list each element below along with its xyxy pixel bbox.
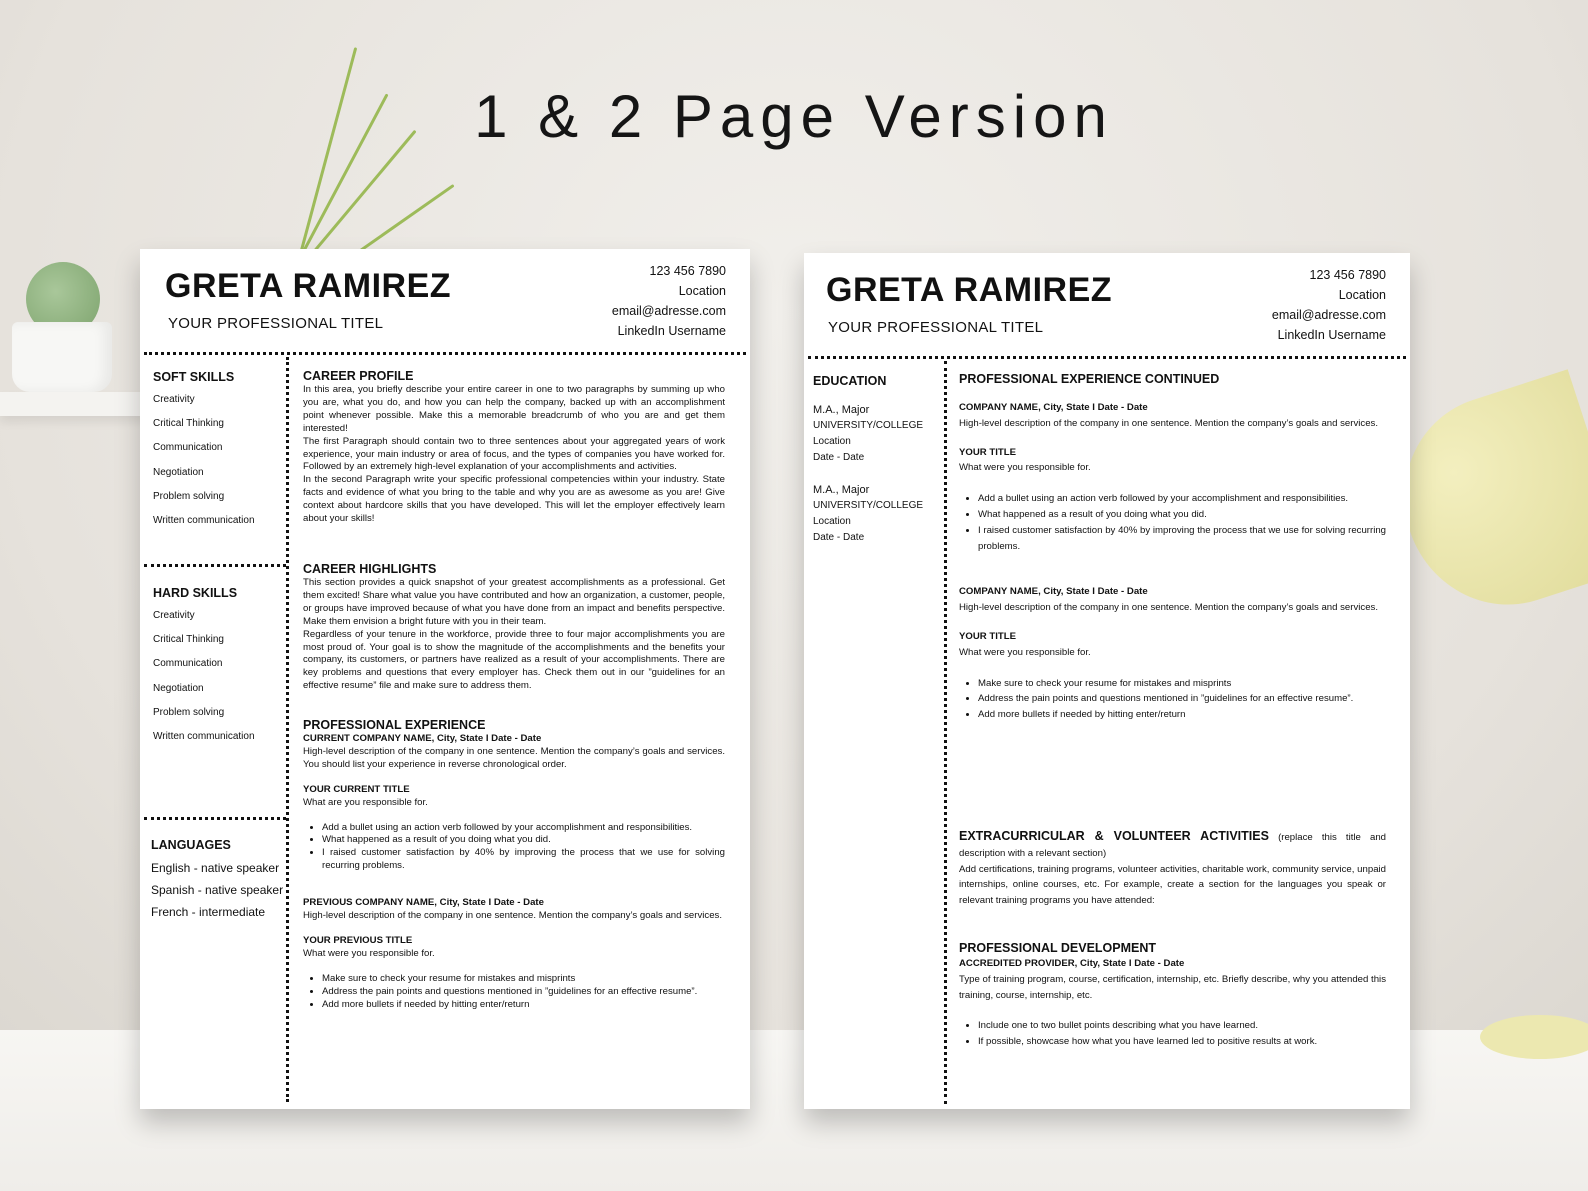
hard-skills-section <box>153 586 283 755</box>
extracurricular-note: (replace this title and description with a relevant section) <box>959 832 1386 859</box>
contact-location: Location <box>1338 288 1386 302</box>
experience-heading: PROFESSIONAL EXPERIENCE <box>303 718 486 732</box>
degree: M.A., Major <box>813 404 870 416</box>
development-description: Type of training program, course, certification, internship, etc. Briefly describe, why you attended this training, course, internship, etc. <box>959 973 1386 1001</box>
hard-skills-heading: HARD SKILLS <box>153 586 238 600</box>
sidebar-divider <box>144 564 286 567</box>
header-divider <box>144 352 746 355</box>
career-profile-paragraph: In this area, you briefly describe your entire career in one to two paragraphs by summing up who you are, what you do, and how you can help the company, backed up with an accomplishment point whenever possible. Make this a memorable breadcrumb of who you are and get them interested! <box>303 384 725 434</box>
development-section <box>959 941 1386 1050</box>
experience-section <box>303 718 725 1012</box>
bullet-item: • What happened as a result of you doing what you did. <box>978 507 1386 523</box>
job-title: YOUR CURRENT TITLE <box>303 783 410 795</box>
bullet-item: • I raised customer satisfaction by 40% by improving the process that we use for solving recurring problems. <box>322 847 725 873</box>
soft-skills-heading: SOFT SKILLS <box>153 370 235 384</box>
responsibility-line: What are you responsible for. <box>303 796 428 808</box>
bullet-list <box>959 491 1386 554</box>
skill-item: Communication <box>153 658 223 670</box>
skill-item: Written communication <box>153 730 255 742</box>
bullet-list <box>959 1018 1386 1050</box>
career-highlights-section <box>303 562 725 693</box>
bullet-list <box>959 676 1386 723</box>
career-profile-section <box>303 369 725 526</box>
career-highlights-paragraph: This section provides a quick snapshot of your greatest accomplishments as a professional. Get them excited! Share what value you have contributed and how an organization, a customer, people, or groups have improved because of what you have done from an impact and benefits perspective. Make them envision a bright future with you in their team. <box>303 577 725 627</box>
bullet-item: • Add a bullet using an action verb followed by your accomplishment and responsibilities. <box>978 491 1386 507</box>
plant-pot <box>12 322 112 392</box>
company-description: High-level description of the company in one sentence. Mention the company’s goals and services. <box>959 602 1378 614</box>
bullet-item: • Address the pain points and questions mentioned in ”guidelines for an effective resume”. <box>978 691 1386 707</box>
provider-line: ACCREDITED PROVIDER, City, State I Date - Date <box>959 958 1185 969</box>
skill-item: Creativity <box>153 610 195 621</box>
bullet-item: • I raised customer satisfaction by 40% by improving the process that we use for solving recurring problems. <box>978 523 1386 555</box>
skill-item: Communication <box>153 442 223 454</box>
skill-item: Written communication <box>153 514 255 526</box>
professional-title: YOUR PROFESSIONAL TITEL <box>168 315 384 332</box>
career-profile-heading: CAREER PROFILE <box>303 369 414 383</box>
shelf <box>0 392 150 416</box>
contact-email: email@adresse.com <box>1271 308 1386 322</box>
company-line: COMPANY NAME, City, State I Date - Date <box>959 586 1148 598</box>
education-entry <box>813 402 941 466</box>
company-line: CURRENT COMPANY NAME, City, State I Date - Date <box>303 733 542 744</box>
sidebar-divider <box>144 817 286 820</box>
school-location: Location <box>813 436 851 447</box>
school: UNIVERSITY/COLLEGE <box>813 420 924 431</box>
resume-name: GRETA RAMIREZ <box>826 271 1113 309</box>
resume-page-2 <box>804 253 1410 1109</box>
degree: M.A., Major <box>813 484 870 496</box>
languages-section <box>151 838 284 928</box>
bullet-list <box>303 973 725 1012</box>
experience-continued-section <box>959 372 1386 723</box>
bullet-item: • Add more bullets if needed by hitting enter/return <box>978 707 1386 723</box>
skill-item: Negotiation <box>153 466 204 478</box>
education-heading: EDUCATION <box>813 374 887 388</box>
column-divider <box>286 357 289 1102</box>
column-divider <box>944 361 947 1104</box>
company-line: PREVIOUS COMPANY NAME, City, State I Date - Date <box>303 897 544 909</box>
soft-skills-section <box>153 370 283 539</box>
language-item: French - intermediate <box>151 905 266 919</box>
school-dates: Date - Date <box>813 452 865 463</box>
bullet-item: • Include one to two bullet points describing what you have learned. <box>978 1018 1386 1034</box>
company-description: High-level description of the company in one sentence. Mention the company’s goals and services. <box>959 417 1378 429</box>
bullet-item: • Add a bullet using an action verb followed by your accomplishment and responsibilities. <box>322 822 725 835</box>
company-line: COMPANY NAME, City, State I Date - Date <box>959 402 1148 413</box>
education-entry <box>813 482 941 546</box>
career-profile-paragraph: In the second Paragraph write your specific professional competencies within your industry. State facts and evidence of what you bring to the table and why you are as awesome as you are! Give context about hardcore skills that you have developed. This will let the employer effectively learn about your skills! <box>303 474 725 525</box>
education-section <box>813 373 941 546</box>
contact-block <box>612 261 726 341</box>
resume-page-1 <box>140 249 750 1109</box>
job-title: YOUR TITLE <box>959 446 1017 458</box>
development-heading: PROFESSIONAL DEVELOPMENT <box>959 941 1157 955</box>
skill-item: Problem solving <box>153 706 225 718</box>
page-heading: 1 & 2 Page Version <box>474 83 1114 150</box>
school-location: Location <box>813 516 851 527</box>
career-highlights-paragraph: Regardless of your tenure in the workforce, provide three to four major accomplishments you are most proud of. Your goal is to show the magnitude of the accomplishments and the benefits your company, its customers, or partners have realized as a result of your accomplishments. There are key problems and questions that every employer has. Check them out in our ”guidelines for an effective resume” file and make sure to address them. <box>303 628 725 692</box>
contact-email: email@adresse.com <box>611 304 726 318</box>
bullet-item: • Make sure to check your resume for mistakes and misprints <box>322 973 725 986</box>
extracurricular-description: Add certifications, training programs, volunteer activities, charitable work, community service, unpaid internships, online courses, etc. For example, create a section for the languages you speak or relevant training programs you have attended: <box>959 863 1386 907</box>
bullet-item: • Address the pain points and questions mentioned in ”guidelines for an effective resume”. <box>322 986 725 999</box>
contact-phone: 123 456 7890 <box>649 264 726 278</box>
bullet-item: • If possible, showcase how what you have learned led to positive results at work. <box>978 1034 1386 1050</box>
skill-item: Critical Thinking <box>153 634 224 646</box>
skill-item: Problem solving <box>153 490 225 502</box>
contact-block <box>1272 265 1386 345</box>
school: UNIVERSITY/COLLEGE <box>813 500 924 511</box>
career-highlights-heading: CAREER HIGHLIGHTS <box>303 562 437 576</box>
contact-phone: 123 456 7890 <box>1309 268 1386 282</box>
job-title: YOUR PREVIOUS TITLE <box>303 934 413 946</box>
professional-title: YOUR PROFESSIONAL TITEL <box>828 319 1044 336</box>
contact-linkedin: LinkedIn Username <box>617 324 726 338</box>
responsibility-line: What were you responsible for. <box>303 947 435 959</box>
bullet-item: • What happened as a result of you doing what you did. <box>322 834 725 847</box>
lamp-base <box>1480 1015 1588 1059</box>
school-dates: Date - Date <box>813 532 865 543</box>
company-description: High-level description of the company in one sentence. Mention the company’s goals and services. You should list your experience in reverse chronological order. <box>303 745 725 770</box>
skill-item: Creativity <box>153 394 195 405</box>
resume-name: GRETA RAMIREZ <box>165 267 452 305</box>
skill-item: Critical Thinking <box>153 418 224 430</box>
language-item: English - native speaker <box>151 861 280 875</box>
extracurricular-section <box>959 829 1386 909</box>
contact-location: Location <box>678 284 726 298</box>
header-divider <box>808 356 1406 359</box>
bullet-item: • Make sure to check your resume for mistakes and misprints <box>978 676 1386 692</box>
skill-item: Negotiation <box>153 682 204 694</box>
contact-linkedin: LinkedIn Username <box>1277 328 1386 342</box>
responsibility-line: What were you responsible for. <box>959 646 1091 658</box>
bullet-item: • Add more bullets if needed by hitting enter/return <box>322 999 725 1012</box>
language-item: Spanish - native speaker <box>151 883 284 897</box>
languages-heading: LANGUAGES <box>151 838 231 852</box>
job-title: YOUR TITLE <box>959 630 1017 642</box>
career-profile-paragraph: The first Paragraph should contain two to three sentences about your aggregated years of work experience, your main industry or area of focus, and the types of companies you have worked for. Followed by an extremely high-level explanation of your accomplishments and activities. <box>303 435 725 473</box>
bullet-list <box>303 822 725 874</box>
responsibility-line: What were you responsible for. <box>959 462 1091 474</box>
company-description: High-level description of the company in one sentence. Mention the company’s goals and services. <box>303 910 722 922</box>
experience-continued-heading: PROFESSIONAL EXPERIENCE CONTINUED <box>959 372 1220 386</box>
extracurricular-heading: EXTRACURRICULAR & VOLUNTEER ACTIVITIES <box>959 829 1269 843</box>
